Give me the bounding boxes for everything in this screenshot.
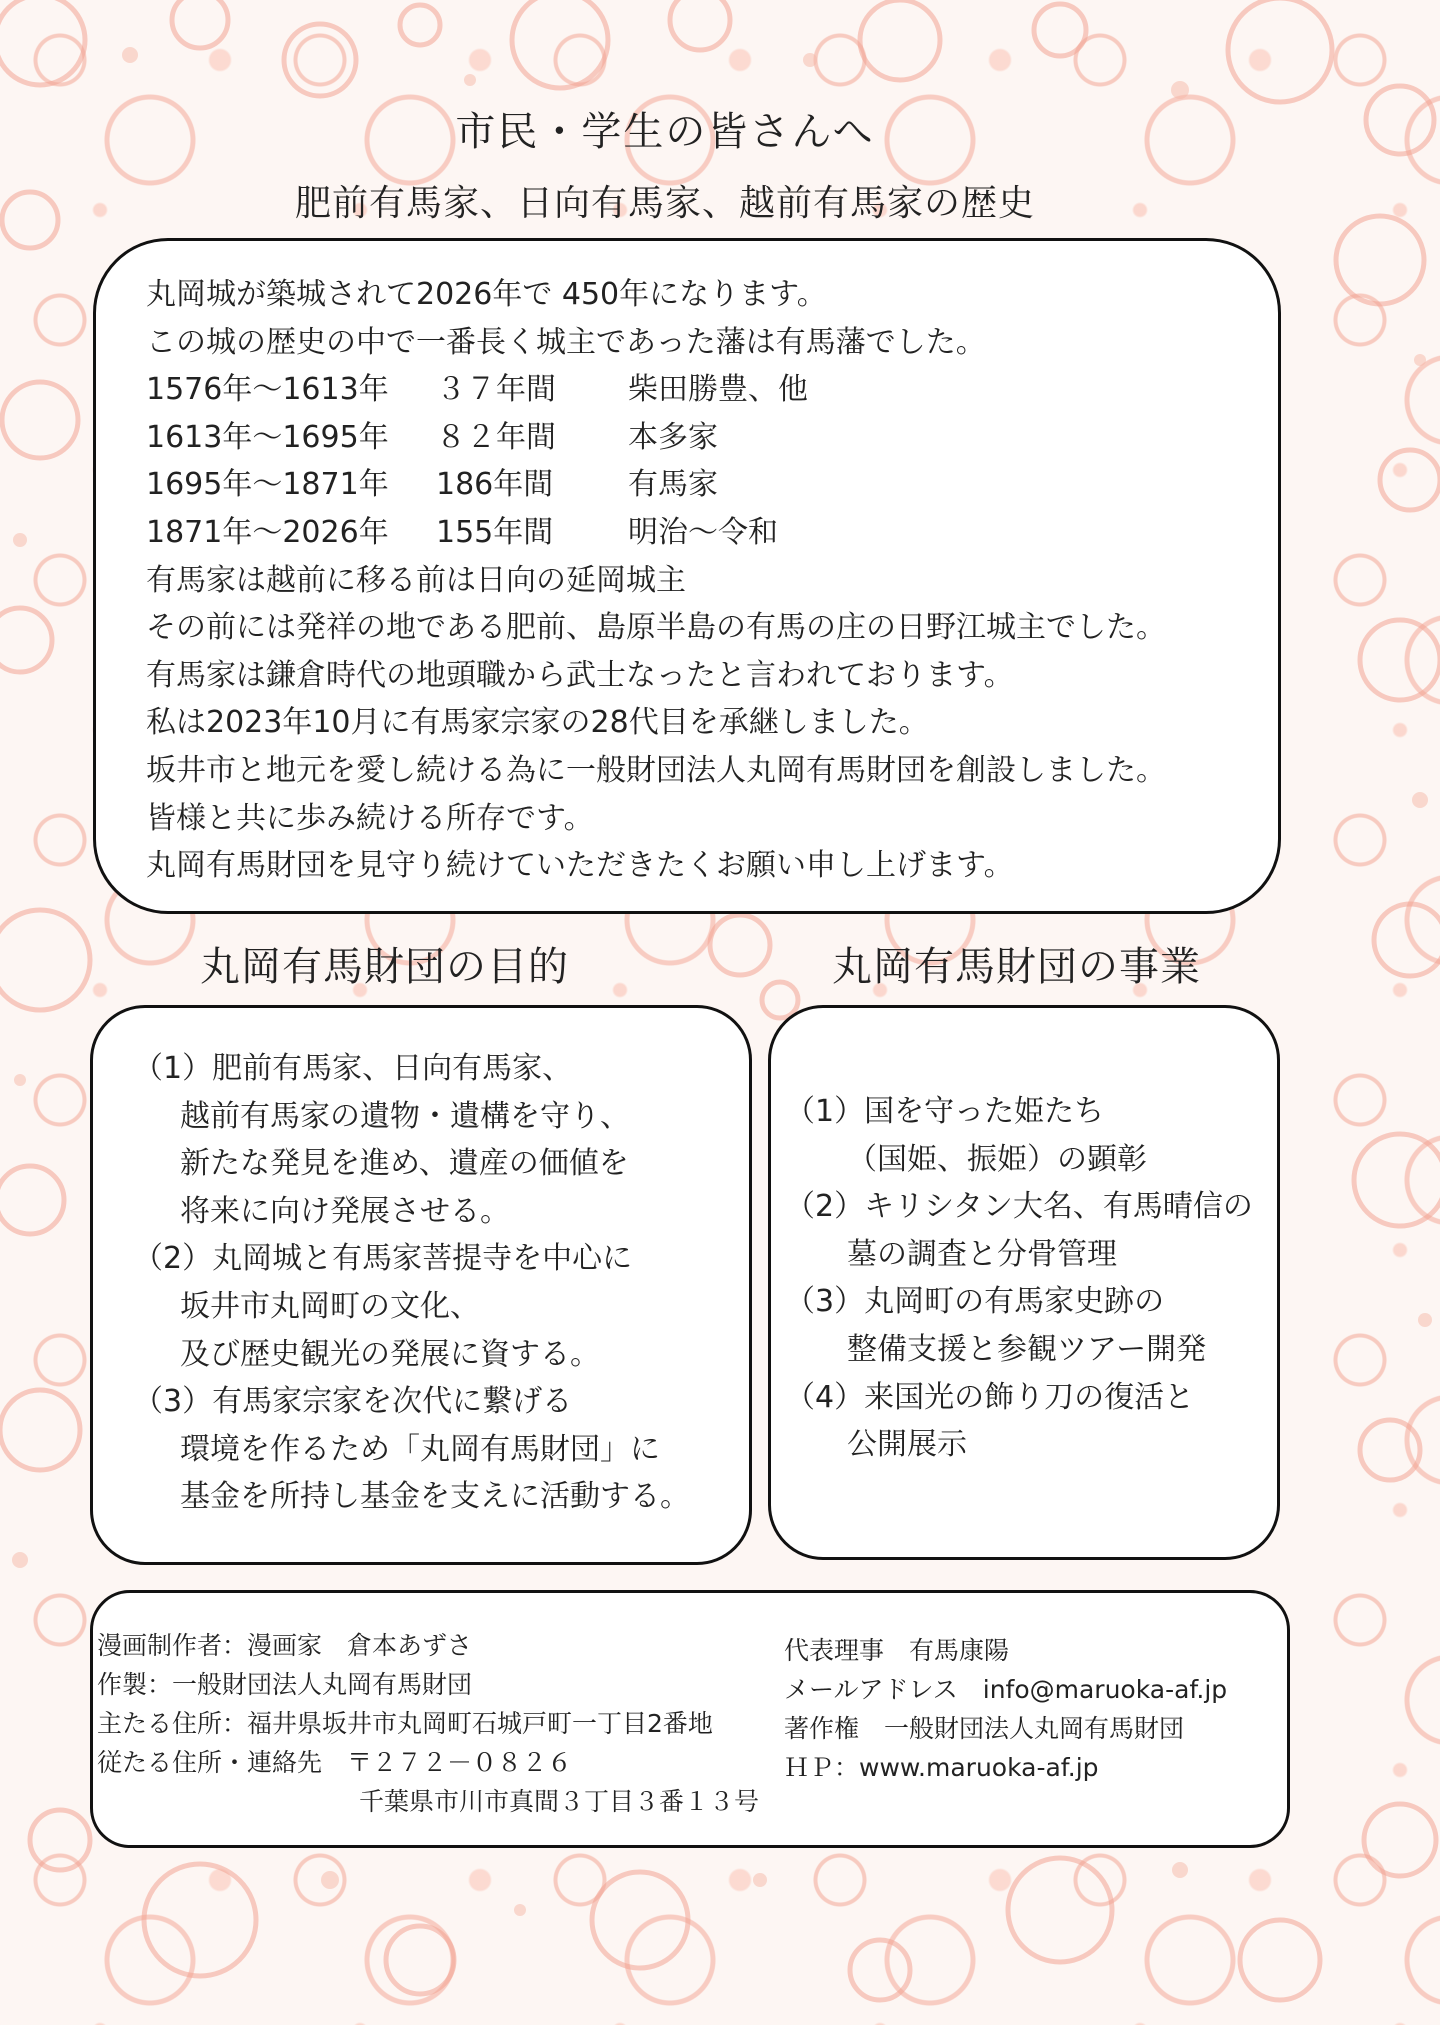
purpose-item-line: 基金を所持し基金を支えに活動する。 bbox=[180, 1479, 690, 1515]
intro-line: 有馬家は越前に移る前は日向の延岡城主 bbox=[146, 562, 686, 598]
era-row bbox=[146, 366, 1278, 414]
business-item-line: 墓の調査と分骨管理 bbox=[847, 1236, 1117, 1272]
intro-box bbox=[93, 238, 1281, 914]
era-row bbox=[146, 461, 1278, 509]
email-address: メールアドレス info@maruoka-af.jp bbox=[784, 1675, 1228, 1704]
era-period: 1576年～1613年 bbox=[146, 372, 389, 408]
intro-line: この城の歴史の中で一番長く城主であった藩は有馬藩でした。 bbox=[146, 324, 986, 360]
era-period: 1871年～2026年 bbox=[146, 514, 389, 550]
era-duration: ３７年間 bbox=[436, 372, 556, 408]
era-duration: ８２年間 bbox=[436, 419, 556, 455]
purpose-item-title: （2）丸岡城と有馬家菩提寺を中心に bbox=[133, 1241, 633, 1277]
purpose-item-line: 新たな発見を進め、遺産の価値を bbox=[180, 1146, 629, 1182]
footer-box bbox=[90, 1590, 1290, 1848]
business-box bbox=[768, 1005, 1280, 1560]
business-item-title: （3）丸岡町の有馬家史跡の bbox=[785, 1284, 1165, 1320]
footer-credits bbox=[97, 1626, 759, 1821]
era-row bbox=[146, 509, 1278, 557]
era-period: 1695年～1871年 bbox=[146, 467, 389, 503]
purpose-item bbox=[133, 1235, 749, 1378]
era-duration: 155年間 bbox=[436, 514, 554, 550]
era-ruler: 本多家 bbox=[628, 419, 718, 455]
page-title: 市民・学生の皆さんへ bbox=[455, 109, 875, 155]
intro-line: 私は2023年10月に有馬家宗家の28代目を承継しました。 bbox=[146, 705, 929, 741]
footer-address-line: 主たる住所：福井県坂井市丸岡町石城戸町一丁目2番地 bbox=[97, 1709, 713, 1738]
era-row bbox=[146, 414, 1278, 462]
page-subtitle: 肥前有馬家、日向有馬家、越前有馬家の歴史 bbox=[294, 183, 1035, 224]
footer-address-line: 千葉県市川市真間３丁目３番１３号 bbox=[359, 1787, 760, 1816]
footer-address-line: 従たる住所・連絡先 〒２７２－０８２６ bbox=[97, 1748, 573, 1777]
purpose-item-line: 坂井市丸岡町の文化、 bbox=[180, 1288, 480, 1324]
business-item-title: （4）来国光の飾り刀の復活と bbox=[785, 1379, 1195, 1415]
intro-line: 丸岡有馬財団を見守り続けていただきたくお願い申し上げます。 bbox=[146, 848, 1014, 884]
era-ruler: 明治～令和 bbox=[628, 514, 778, 550]
era-period: 1613年～1695年 bbox=[146, 419, 389, 455]
business-item-line: （国姫、振姫）の顕彰 bbox=[847, 1141, 1147, 1177]
footer-credit-line: 漫画制作者：漫画家 倉本あずさ bbox=[97, 1631, 473, 1660]
intro-line: 丸岡城が築城されて2026年で 450年になります。 bbox=[146, 277, 827, 312]
purpose-item-title: （1）肥前有馬家、日向有馬家、 bbox=[133, 1051, 573, 1086]
intro-line: その前には発祥の地である肥前、島原半島の有馬の庄の日野江城主でした。 bbox=[146, 610, 1166, 646]
purpose-item bbox=[133, 1045, 749, 1235]
purpose-heading: 丸岡有馬財団の目的 bbox=[200, 944, 569, 990]
purpose-item bbox=[133, 1378, 749, 1521]
purpose-item-line: 及び歴史観光の発展に資する。 bbox=[180, 1336, 600, 1372]
business-item bbox=[785, 1088, 1277, 1183]
purpose-box bbox=[90, 1005, 752, 1565]
intro-line: 坂井市と地元を愛し続ける為に一般財団法人丸岡有馬財団を創設しました。 bbox=[146, 752, 1166, 788]
business-item bbox=[785, 1278, 1277, 1373]
intro-line: 皆様と共に歩み続ける所存です。 bbox=[146, 800, 594, 836]
representative: 代表理事 有馬康陽 bbox=[784, 1636, 1010, 1665]
business-heading: 丸岡有馬財団の事業 bbox=[832, 944, 1201, 990]
copyright: 著作権 一般財団法人丸岡有馬財団 bbox=[784, 1714, 1185, 1743]
business-item bbox=[785, 1183, 1277, 1278]
business-item bbox=[785, 1374, 1277, 1469]
homepage-url: ＨＰ：www.maruoka-af.jp bbox=[784, 1753, 1099, 1782]
era-ruler: 有馬家 bbox=[628, 467, 718, 503]
purpose-item-line: 環境を作るため「丸岡有馬財団」に bbox=[180, 1431, 660, 1467]
purpose-item-line: 越前有馬家の遺物・遺構を守り、 bbox=[180, 1098, 630, 1134]
footer-contact bbox=[784, 1631, 1227, 1787]
footer-credit-line: 作製：一般財団法人丸岡有馬財団 bbox=[97, 1670, 473, 1699]
business-item-line: 整備支援と参観ツアー開発 bbox=[847, 1331, 1207, 1367]
business-item-line: 公開展示 bbox=[847, 1427, 967, 1463]
business-item-title: （1）国を守った姫たち bbox=[785, 1094, 1105, 1129]
purpose-item-line: 将来に向け発展させる。 bbox=[180, 1193, 510, 1229]
intro-line: 有馬家は鎌倉時代の地頭職から武士なったと言われております。 bbox=[146, 657, 1014, 693]
business-item-title: （2）キリシタン大名、有馬晴信の bbox=[785, 1189, 1253, 1225]
era-ruler: 柴田勝豊、他 bbox=[628, 372, 808, 408]
purpose-item-title: （3）有馬家宗家を次代に繋げる bbox=[133, 1384, 573, 1420]
era-duration: 186年間 bbox=[436, 467, 554, 503]
